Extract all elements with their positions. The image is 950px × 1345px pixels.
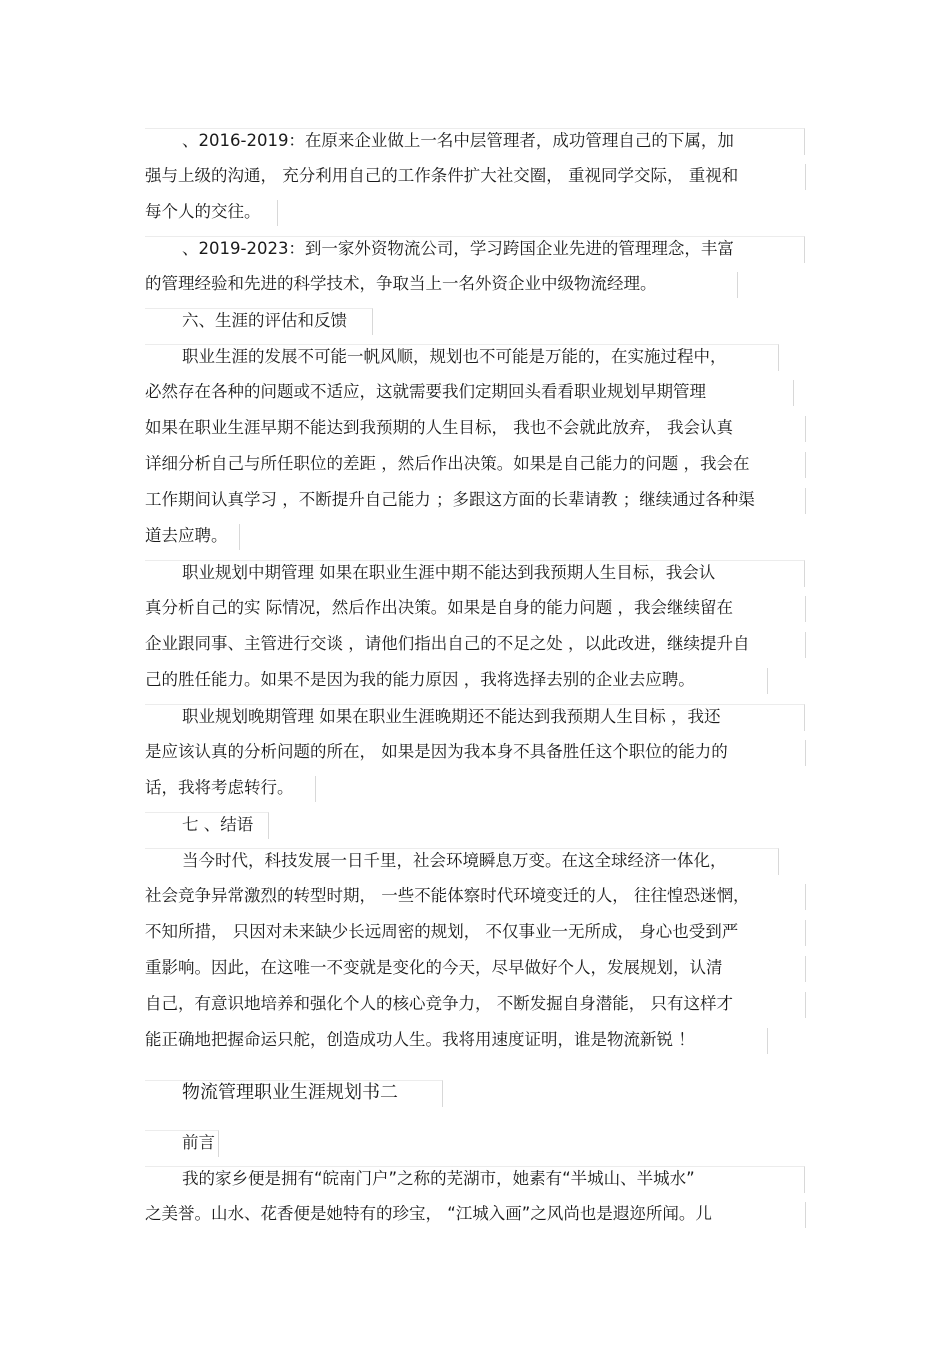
text-line: 之美誉。山水、花香便是她特有的珍宝， “江城入画”之风尚也是遐迩所闻。儿 [145,1202,806,1228]
text-line: 己的胜任能力。如果不是因为我的能力原因 ，我将选择去别的企业去应聘。 [145,668,768,694]
text-line: 道去应聘。 [145,524,240,550]
text-line: 必然存在各种的问题或不适应，这就需要我们定期回头看看职业规划早期管理 [145,380,794,406]
text-line: 职业规划中期管理 如果在职业生涯中期不能达到我预期人生目标，我会认 [145,560,805,587]
text-line: 重影响。因此，在这唯一不变就是变化的今天，尽早做好个人，发展规划，认清 [145,956,806,982]
text-line: 职业生涯的发展不可能一帆风顺，规划也不可能是万能的，在实施过程中， [145,344,779,371]
text-line: 七 、结语 [145,812,269,839]
text-line: 的管理经验和先进的科学技术，争取当上一名外资企业中级物流经理。 [145,272,738,298]
text-line: 、2016-2019：在原来企业做上一名中层管理者，成功管理自己的下属，加 [145,128,805,155]
text-line: 真分析自己的实 际情况，然后作出决策。如果是自身的能力问题 ，我会继续留在 [145,596,806,622]
section-heading: 物流管理职业生涯规划书二 [145,1080,443,1107]
text-line: 工作期间认真学习 ，不断提升自己能力 ；多跟这方面的长辈请教 ；继续通过各种渠 [145,488,806,514]
text-line: 强与上级的沟通， 充分利用自己的工作条件扩大社交圈， 重视同学交际， 重视和 [145,164,806,190]
text-line: 自己，有意识地培养和强化个人的核心竞争力， 不断发掘自身潜能， 只有这样才 [145,992,806,1018]
text-line: 前言 [145,1130,219,1157]
text-line: 、2019-2023：到一家外资物流公司，学习跨国企业先进的管理理念，丰富 [145,236,805,263]
text-line: 是应该认真的分析问题的所在， 如果是因为我本身不具备胜任这个职位的能力的 [145,740,806,766]
text-line: 话，我将考虑转行。 [145,776,316,802]
text-line: 如果在职业生涯早期不能达到我预期的人生目标， 我也不会就此放弃， 我会认真 [145,416,806,442]
text-line: 职业规划晚期管理 如果在职业生涯晚期还不能达到我预期人生目标 ，我还 [145,704,805,731]
text-line: 社会竞争异常激烈的转型时期， 一些不能体察时代环境变迁的人， 往往惶恐迷惘， [145,884,806,910]
text-line: 企业跟同事、主管进行交谈 ，请他们指出自己的不足之处 ，以此改进，继续提升自 [145,632,806,658]
text-line: 能正确地把握命运只舵，创造成功人生。我将用速度证明，谁是物流新锐 ！ [145,1028,768,1054]
text-line: 我的家乡便是拥有“皖南门户”之称的芜湖市，她素有“半城山、半城水” [145,1166,805,1193]
text-line: 不知所措， 只因对未来缺少长远周密的规划， 不仅事业一无所成， 身心也受到严 [145,920,806,946]
text-line: 六、生涯的评估和反馈 [145,308,373,335]
text-line: 当今时代，科技发展一日千里，社会环境瞬息万变。在这全球经济一体化， [145,848,779,875]
text-line: 详细分析自己与所任职位的差距 ，然后作出决策。如果是自己能力的问题 ，我会在 [145,452,806,478]
text-line: 每个人的交往。 [145,200,278,226]
